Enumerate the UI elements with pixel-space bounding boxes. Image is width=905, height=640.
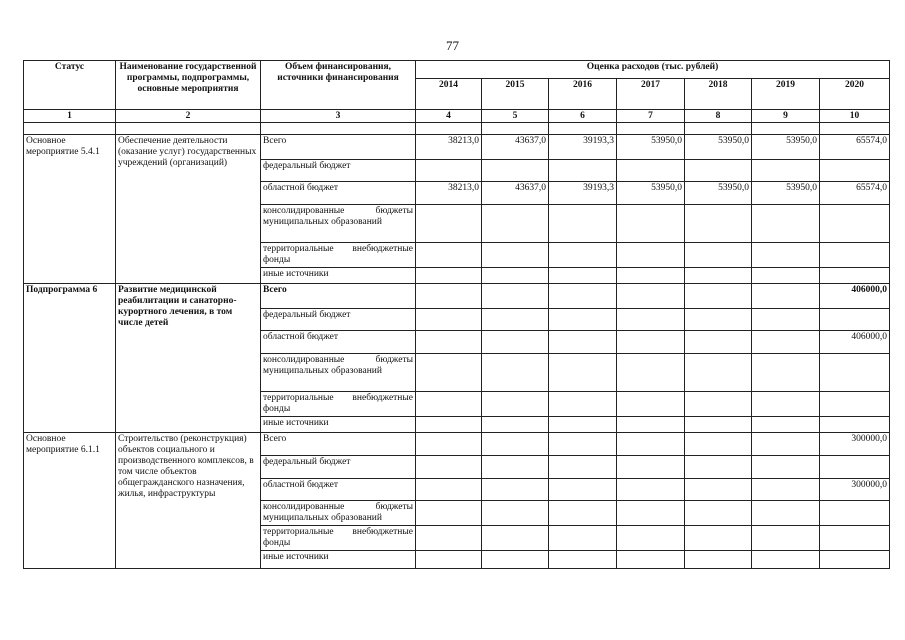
value-cell bbox=[549, 354, 617, 392]
status-cell: Основное мероприятие 5.4.1 bbox=[24, 135, 116, 284]
value-cell bbox=[820, 205, 890, 243]
value-cell bbox=[752, 309, 820, 331]
header-year: 2015 bbox=[482, 79, 549, 110]
funding-source-cell: территориальные внебюджетные фонды bbox=[261, 392, 416, 417]
table-body bbox=[24, 123, 890, 569]
value-cell bbox=[820, 526, 890, 551]
column-number: 10 bbox=[820, 110, 890, 123]
value-cell bbox=[752, 243, 820, 268]
value-cell bbox=[617, 417, 685, 433]
funding-source-cell: консолидированные бюджеты муниципальных образований bbox=[261, 501, 416, 526]
value-cell bbox=[482, 479, 549, 501]
column-number: 2 bbox=[116, 110, 261, 123]
value-cell bbox=[482, 354, 549, 392]
value-cell: 406000,0 bbox=[820, 331, 890, 354]
value-cell bbox=[685, 392, 752, 417]
value-cell bbox=[685, 160, 752, 182]
value-cell bbox=[416, 417, 482, 433]
header-year: 2019 bbox=[752, 79, 820, 110]
value-cell: 43637,0 bbox=[482, 182, 549, 205]
value-cell bbox=[416, 526, 482, 551]
value-cell: 53950,0 bbox=[752, 135, 820, 160]
status-cell: Основное мероприятие 6.1.1 bbox=[24, 433, 116, 569]
value-cell bbox=[617, 551, 685, 569]
column-number: 1 bbox=[24, 110, 116, 123]
value-cell bbox=[685, 331, 752, 354]
funding-source-cell: федеральный бюджет bbox=[261, 160, 416, 182]
value-cell bbox=[820, 501, 890, 526]
column-number: 9 bbox=[752, 110, 820, 123]
value-cell bbox=[416, 433, 482, 456]
value-cell bbox=[482, 160, 549, 182]
value-cell bbox=[549, 160, 617, 182]
value-cell bbox=[752, 501, 820, 526]
value-cell bbox=[685, 309, 752, 331]
value-cell bbox=[685, 268, 752, 284]
table-row bbox=[24, 433, 890, 456]
value-cell bbox=[416, 284, 482, 309]
value-cell bbox=[416, 456, 482, 479]
value-cell bbox=[416, 243, 482, 268]
program-name-cell: Обеспечение деятельности (оказание услуг) государственных учреждений (организаций) bbox=[116, 135, 261, 284]
value-cell: 39193,3 bbox=[549, 182, 617, 205]
value-cell: 43637,0 bbox=[482, 135, 549, 160]
value-cell bbox=[617, 331, 685, 354]
value-cell bbox=[482, 392, 549, 417]
value-cell bbox=[820, 309, 890, 331]
value-cell bbox=[416, 160, 482, 182]
value-cell bbox=[416, 354, 482, 392]
value-cell bbox=[752, 417, 820, 433]
program-name-cell: Строительство (реконструкция) объектов социального и производственного комплексов, в том числе объектов общегражданского назначения, жилья, инфраструктуры bbox=[116, 433, 261, 569]
value-cell bbox=[549, 501, 617, 526]
value-cell bbox=[685, 433, 752, 456]
value-cell bbox=[685, 501, 752, 526]
value-cell bbox=[685, 284, 752, 309]
value-cell bbox=[482, 284, 549, 309]
funding-source-cell: иные источники bbox=[261, 417, 416, 433]
value-cell bbox=[617, 243, 685, 268]
funding-source-cell: федеральный бюджет bbox=[261, 456, 416, 479]
value-cell bbox=[416, 501, 482, 526]
value-cell: 39193,3 bbox=[549, 135, 617, 160]
value-cell bbox=[482, 243, 549, 268]
value-cell bbox=[617, 433, 685, 456]
value-cell bbox=[549, 551, 617, 569]
value-cell bbox=[482, 501, 549, 526]
column-number: 5 bbox=[482, 110, 549, 123]
value-cell bbox=[549, 392, 617, 417]
value-cell bbox=[482, 433, 549, 456]
value-cell bbox=[549, 417, 617, 433]
value-cell bbox=[482, 205, 549, 243]
value-cell bbox=[617, 160, 685, 182]
page-number: 77 bbox=[446, 38, 459, 53]
funding-source-cell: областной бюджет bbox=[261, 331, 416, 354]
value-cell bbox=[617, 354, 685, 392]
value-cell bbox=[482, 526, 549, 551]
value-cell bbox=[482, 551, 549, 569]
value-cell bbox=[549, 479, 617, 501]
value-cell bbox=[549, 433, 617, 456]
value-cell bbox=[752, 479, 820, 501]
funding-source-cell: областной бюджет bbox=[261, 182, 416, 205]
column-number: 3 bbox=[261, 110, 416, 123]
value-cell bbox=[685, 456, 752, 479]
value-cell bbox=[482, 417, 549, 433]
value-cell bbox=[820, 243, 890, 268]
header-year: 2017 bbox=[617, 79, 685, 110]
value-cell bbox=[752, 268, 820, 284]
table-row bbox=[24, 135, 890, 160]
header-year: 2016 bbox=[549, 79, 617, 110]
funding-source-cell: иные источники bbox=[261, 551, 416, 569]
value-cell bbox=[549, 284, 617, 309]
value-cell bbox=[482, 268, 549, 284]
header-year: 2014 bbox=[416, 79, 482, 110]
value-cell bbox=[752, 456, 820, 479]
value-cell bbox=[617, 268, 685, 284]
header-name: Наименование государственной программы, подпрограммы, основные мероприятия bbox=[116, 61, 261, 110]
value-cell bbox=[752, 526, 820, 551]
value-cell bbox=[752, 205, 820, 243]
funding-source-cell: территориальные внебюджетные фонды bbox=[261, 526, 416, 551]
value-cell: 300000,0 bbox=[820, 433, 890, 456]
value-cell: 53950,0 bbox=[752, 182, 820, 205]
value-cell bbox=[752, 160, 820, 182]
column-number: 4 bbox=[416, 110, 482, 123]
value-cell bbox=[549, 526, 617, 551]
value-cell bbox=[549, 205, 617, 243]
value-cell bbox=[685, 417, 752, 433]
value-cell bbox=[752, 551, 820, 569]
value-cell bbox=[416, 268, 482, 284]
budget-table bbox=[23, 60, 890, 569]
value-cell bbox=[549, 456, 617, 479]
value-cell bbox=[617, 392, 685, 417]
value-cell bbox=[416, 331, 482, 354]
value-cell bbox=[416, 392, 482, 417]
value-cell bbox=[617, 479, 685, 501]
header-status: Статус bbox=[24, 61, 116, 110]
value-cell: 406000,0 bbox=[820, 284, 890, 309]
value-cell bbox=[416, 479, 482, 501]
value-cell: 53950,0 bbox=[617, 135, 685, 160]
value-cell: 300000,0 bbox=[820, 479, 890, 501]
value-cell bbox=[752, 433, 820, 456]
value-cell bbox=[416, 309, 482, 331]
spacer-row bbox=[24, 123, 890, 135]
value-cell: 38213,0 bbox=[416, 182, 482, 205]
funding-source-cell: консолидированные бюджеты муниципальных образований bbox=[261, 205, 416, 243]
value-cell: 53950,0 bbox=[617, 182, 685, 205]
header-year: 2018 bbox=[685, 79, 752, 110]
value-cell bbox=[685, 354, 752, 392]
program-name-cell: Развитие медицинской реабилитации и санаторно-курортного лечения, в том числе детей bbox=[116, 284, 261, 433]
column-number: 6 bbox=[549, 110, 617, 123]
value-cell bbox=[482, 331, 549, 354]
value-cell: 38213,0 bbox=[416, 135, 482, 160]
funding-source-cell: федеральный бюджет bbox=[261, 309, 416, 331]
header-year: 2020 bbox=[820, 79, 890, 110]
value-cell bbox=[820, 268, 890, 284]
value-cell bbox=[820, 551, 890, 569]
value-cell bbox=[482, 456, 549, 479]
value-cell bbox=[820, 417, 890, 433]
value-cell bbox=[617, 309, 685, 331]
header-estimate: Оценка расходов (тыс. рублей) bbox=[416, 61, 890, 79]
funding-source-cell: Всего bbox=[261, 135, 416, 160]
value-cell bbox=[482, 309, 549, 331]
value-cell bbox=[617, 526, 685, 551]
value-cell bbox=[685, 205, 752, 243]
funding-source-cell: Всего bbox=[261, 433, 416, 456]
column-number: 7 bbox=[617, 110, 685, 123]
funding-source-cell: областной бюджет bbox=[261, 479, 416, 501]
funding-source-cell: территориальные внебюджетные фонды bbox=[261, 243, 416, 268]
value-cell bbox=[685, 243, 752, 268]
value-cell: 65574,0 bbox=[820, 135, 890, 160]
value-cell bbox=[685, 551, 752, 569]
funding-source-cell: иные источники bbox=[261, 268, 416, 284]
value-cell bbox=[820, 354, 890, 392]
value-cell bbox=[685, 479, 752, 501]
value-cell bbox=[820, 392, 890, 417]
value-cell bbox=[549, 243, 617, 268]
value-cell bbox=[752, 331, 820, 354]
funding-source-cell: Всего bbox=[261, 284, 416, 309]
value-cell bbox=[752, 392, 820, 417]
status-cell: Подпрограмма 6 bbox=[24, 284, 116, 433]
value-cell bbox=[416, 551, 482, 569]
value-cell: 53950,0 bbox=[685, 135, 752, 160]
value-cell bbox=[820, 160, 890, 182]
table-row bbox=[24, 284, 890, 309]
value-cell bbox=[617, 456, 685, 479]
value-cell bbox=[549, 309, 617, 331]
value-cell bbox=[820, 456, 890, 479]
value-cell bbox=[549, 331, 617, 354]
value-cell bbox=[617, 205, 685, 243]
value-cell bbox=[549, 268, 617, 284]
value-cell bbox=[752, 284, 820, 309]
column-number: 8 bbox=[685, 110, 752, 123]
value-cell bbox=[752, 354, 820, 392]
value-cell: 65574,0 bbox=[820, 182, 890, 205]
value-cell bbox=[617, 501, 685, 526]
value-cell bbox=[685, 526, 752, 551]
value-cell bbox=[416, 205, 482, 243]
header-funding: Объем финансирования, источники финансирования bbox=[261, 61, 416, 110]
value-cell: 53950,0 bbox=[685, 182, 752, 205]
value-cell bbox=[617, 284, 685, 309]
funding-source-cell: консолидированные бюджеты муниципальных образований bbox=[261, 354, 416, 392]
